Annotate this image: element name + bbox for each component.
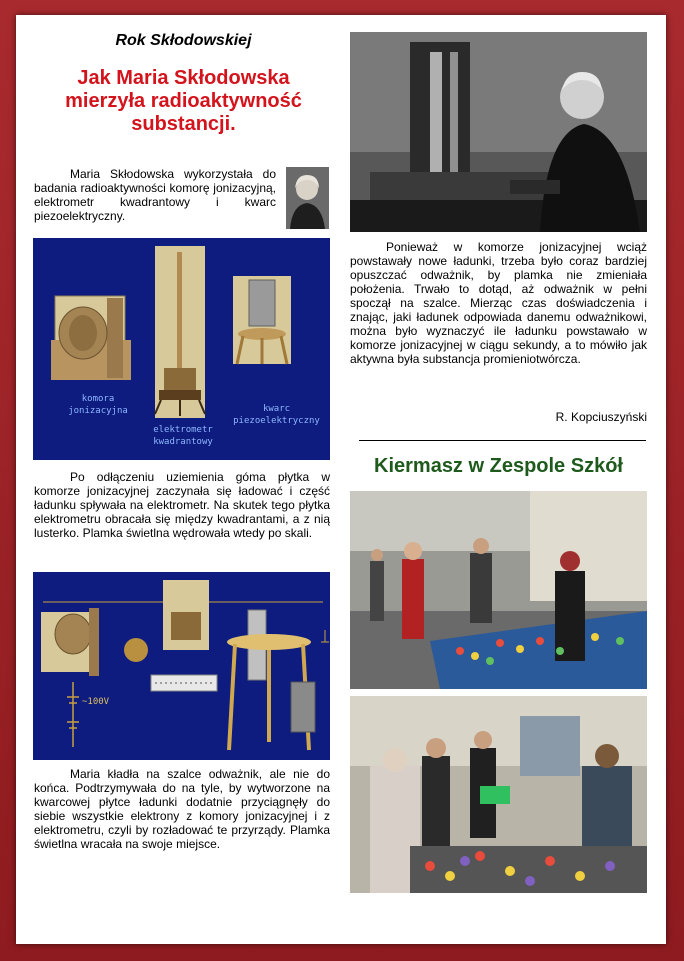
school-fair-photo-1 [350,491,647,689]
caption-ionization-chamber: komora jonizacyjna [68,394,128,416]
fair-title: Kiermasz w Zespole Szkół [374,455,623,477]
school-fair-photo-2 [350,696,647,893]
paragraph-intro: Maria Skłodowska wykorzystała do badania radioaktywności komorę jonizacyjną, elektrometr kwadrantowy i kwarc piezoelektryczny. [34,167,276,223]
article-author: R. Kopciuszyński [555,410,647,424]
paragraph-measurement: Ponieważ w komorze jonizacyjnej wciąż powstawały nowe ładunki, trzeba było coraz bardziej opuszczać odważnik, by plamka nie zmieniała położenia. Trwało to dotąd, aż odważnik w pełni spoczął na szalce. Mierząc czas doświadczenia i znając, jaki ładunek odpowiada danemu odważnikowi, można było wyznaczyć ile ładunku powstawało w komorze jonizacyjnej w ciągu sekundy, a to mówiło jak aktywna była substancja promieniotwórcza. [350,240,647,366]
marie-curie-lab-photo [350,32,647,232]
paragraph-weight: Maria kładła na szalce odważnik, ale nie do końca. Podtrzymywała do na tyle, by wytworzone na kwarcowej płytce ładunki dodatnie przyciągnęły do siebie wszystkie elektrony z komory jonizacyjnej i z elektrometru, czyli by rozładować te przyrządy. Plamka świetlna wracała na swoje miejsce. [34,767,330,851]
paragraph-discharge: Po odłączeniu uziemienia góma płytka w komorze jonizacyjnej zaczynała się ładować i część ładunku spływała na elektrometr. Na skutek tego płytka elektrometru obracała się między kwadrantami, a z nią lusterko. Plamka świetlna wędrowała wtedy po skali. [34,470,330,540]
electrometer-illustration [155,246,205,418]
piezoelectric-quartz-illustration [233,276,291,364]
section-divider [359,440,646,441]
portrait-thumbnail [286,167,329,229]
article-title: Jak Maria Skłodowska mierzyła radioaktywność substancji. [65,67,302,135]
instruments-diagram [33,238,330,460]
newsletter-page [16,15,666,944]
section-heading: Rok Skłodowskiej [115,32,252,49]
caption-quartz: kwarc piezoelektryczny [233,404,320,426]
caption-electrometer: elektrometr kwadrantowy [153,425,213,447]
voltage-label: ~100V [82,697,110,707]
circuit-diagram [33,572,330,760]
